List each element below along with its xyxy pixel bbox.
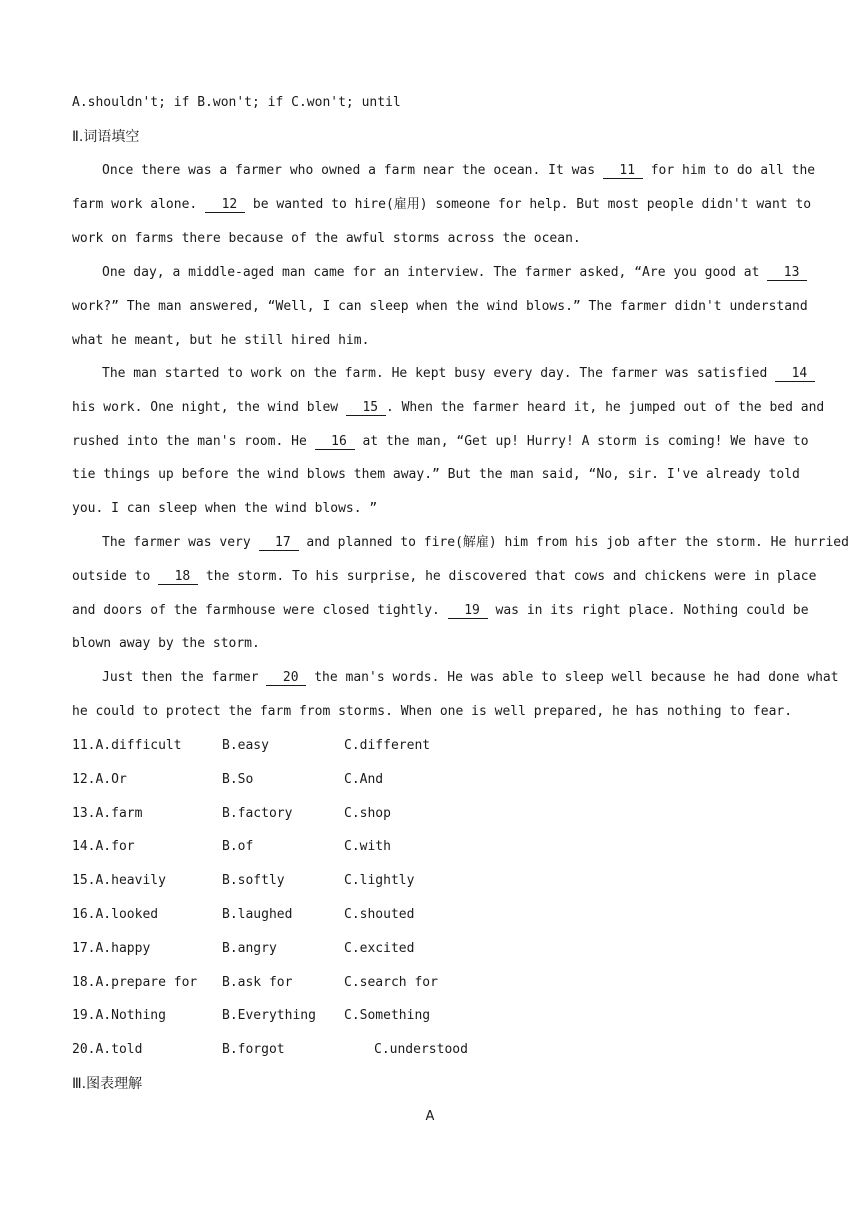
passage-text: work?” The man answered, “Well, I can sleep when the wind blows.” The farmer didn't understand: [72, 298, 808, 314]
previous-question-options: A.shouldn't; if B.won't; if C.won't; until: [72, 95, 401, 110]
passage-line: [72, 298, 808, 316]
passage-line: [102, 162, 816, 180]
option-a: 14.A.for: [72, 839, 135, 855]
option-b: B.factory: [222, 805, 293, 821]
passage-text: for him to do all the: [642, 163, 816, 178]
passage-text: . When the farmer heard it, he jumped out of the bed and: [385, 399, 825, 415]
option-c: C.understood: [374, 1042, 468, 1058]
passage-text: what he meant, but he still hired him.: [72, 332, 370, 348]
option-c: C.lightly: [344, 873, 415, 889]
passage-text: The man started to work on the farm. He kept busy every day. The farmer was satisfied: [102, 366, 776, 381]
blank-number: 20: [266, 670, 307, 685]
option-c: C.search for: [344, 974, 438, 990]
passage-line: [102, 534, 849, 552]
passage-line: [72, 568, 817, 586]
passage-text: One day, a middle-aged man came for an interview. The farmer asked, “Are you good at: [102, 265, 768, 280]
option-a: 15.A.heavily: [72, 873, 166, 889]
section-3-title: Ⅲ.图表理解: [72, 1076, 143, 1092]
option-c: C.shouted: [344, 907, 415, 922]
passage-line: [72, 332, 788, 350]
passage-text: and doors of the farmhouse were closed tightly.: [72, 602, 448, 618]
passage-line: [72, 500, 788, 518]
option-a: 18.A.prepare for: [72, 974, 198, 990]
option-b: B.of: [222, 839, 254, 855]
section-2-title: Ⅱ.词语填空: [72, 129, 140, 145]
passage-line: [72, 433, 809, 451]
blank-number: 17: [258, 535, 299, 550]
option-a: 11.A.difficult: [72, 738, 182, 753]
passage-text: blown away by the storm.: [72, 636, 260, 652]
option-c: C.shop: [344, 805, 391, 821]
blank-number: 19: [447, 602, 488, 618]
option-c: C.excited: [344, 940, 415, 956]
passage-line: [72, 230, 788, 248]
option-b: B.angry: [222, 940, 277, 956]
option-c: C.And: [344, 771, 384, 787]
blank-number: 13: [767, 265, 808, 280]
section-3-subtitle: A: [425, 1109, 435, 1124]
option-b: B.So: [222, 771, 254, 787]
option-b: B.ask for: [222, 974, 293, 990]
option-c: C.different: [344, 738, 431, 753]
option-a: 19.A.Nothing: [72, 1008, 166, 1024]
passage-text: The farmer was very: [102, 535, 259, 550]
passage-line: [102, 264, 808, 282]
passage-line: [102, 365, 816, 383]
passage-text: the storm. To his surprise, he discovered that cows and chickens were in place: [198, 568, 817, 584]
blank-number: 15: [345, 399, 386, 415]
blank-number: 18: [158, 568, 199, 584]
option-b: B.laughed: [222, 907, 293, 922]
passage-line: [72, 399, 825, 417]
option-a: 16.A.looked: [72, 907, 159, 922]
option-c: C.with: [344, 839, 391, 855]
passage-line: [72, 703, 793, 721]
passage-line: [102, 669, 839, 687]
passage-line: [72, 602, 809, 620]
option-b: B.easy: [222, 738, 269, 753]
option-a: 12.A.Or: [72, 771, 127, 787]
passage-line: [72, 466, 800, 484]
passage-text: his work. One night, the wind blew: [72, 399, 346, 415]
option-a: 13.A.farm: [72, 805, 143, 821]
passage-text: Once there was a farmer who owned a farm near the ocean. It was: [102, 163, 603, 178]
option-b: B.Everything: [222, 1008, 316, 1024]
option-a: 20.A.told: [72, 1042, 143, 1058]
passage-text: and planned to fire(解雇) him from his job after the storm. He hurried: [298, 535, 849, 550]
passage-text: Just then the farmer: [102, 670, 267, 685]
passage-text: work on farms there because of the awful storms across the ocean.: [72, 230, 581, 246]
option-a: 17.A.happy: [72, 940, 151, 956]
blank-number: 12: [205, 196, 246, 212]
blank-number: 16: [314, 433, 355, 449]
passage-text: farm work alone.: [72, 196, 206, 212]
passage-text: tie things up before the wind blows them away.” But the man said, “No, sir. I've already told: [72, 467, 800, 483]
option-c: C.Something: [344, 1008, 431, 1024]
passage-text: be wanted to hire(雇用) someone for help. But most people didn't want to: [245, 196, 812, 212]
blank-number: 14: [775, 366, 816, 381]
passage-text: rushed into the man's room. He: [72, 433, 315, 449]
passage-text: the man's words. He was able to sleep well because he had done what: [306, 670, 839, 685]
passage-text: he could to protect the farm from storms. When one is well prepared, he has nothing to fear.: [72, 703, 793, 719]
passage-text: at the man, “Get up! Hurry! A storm is coming! We have to: [354, 433, 809, 449]
blank-number: 11: [602, 163, 643, 178]
passage-text: outside to: [72, 568, 159, 584]
passage-text: was in its right place. Nothing could be: [487, 602, 809, 618]
passage-text: you. I can sleep when the wind blows. ”: [72, 501, 378, 517]
passage-line: [72, 196, 812, 214]
option-b: B.softly: [222, 873, 285, 889]
option-b: B.forgot: [222, 1042, 285, 1058]
passage-line: [72, 635, 788, 653]
